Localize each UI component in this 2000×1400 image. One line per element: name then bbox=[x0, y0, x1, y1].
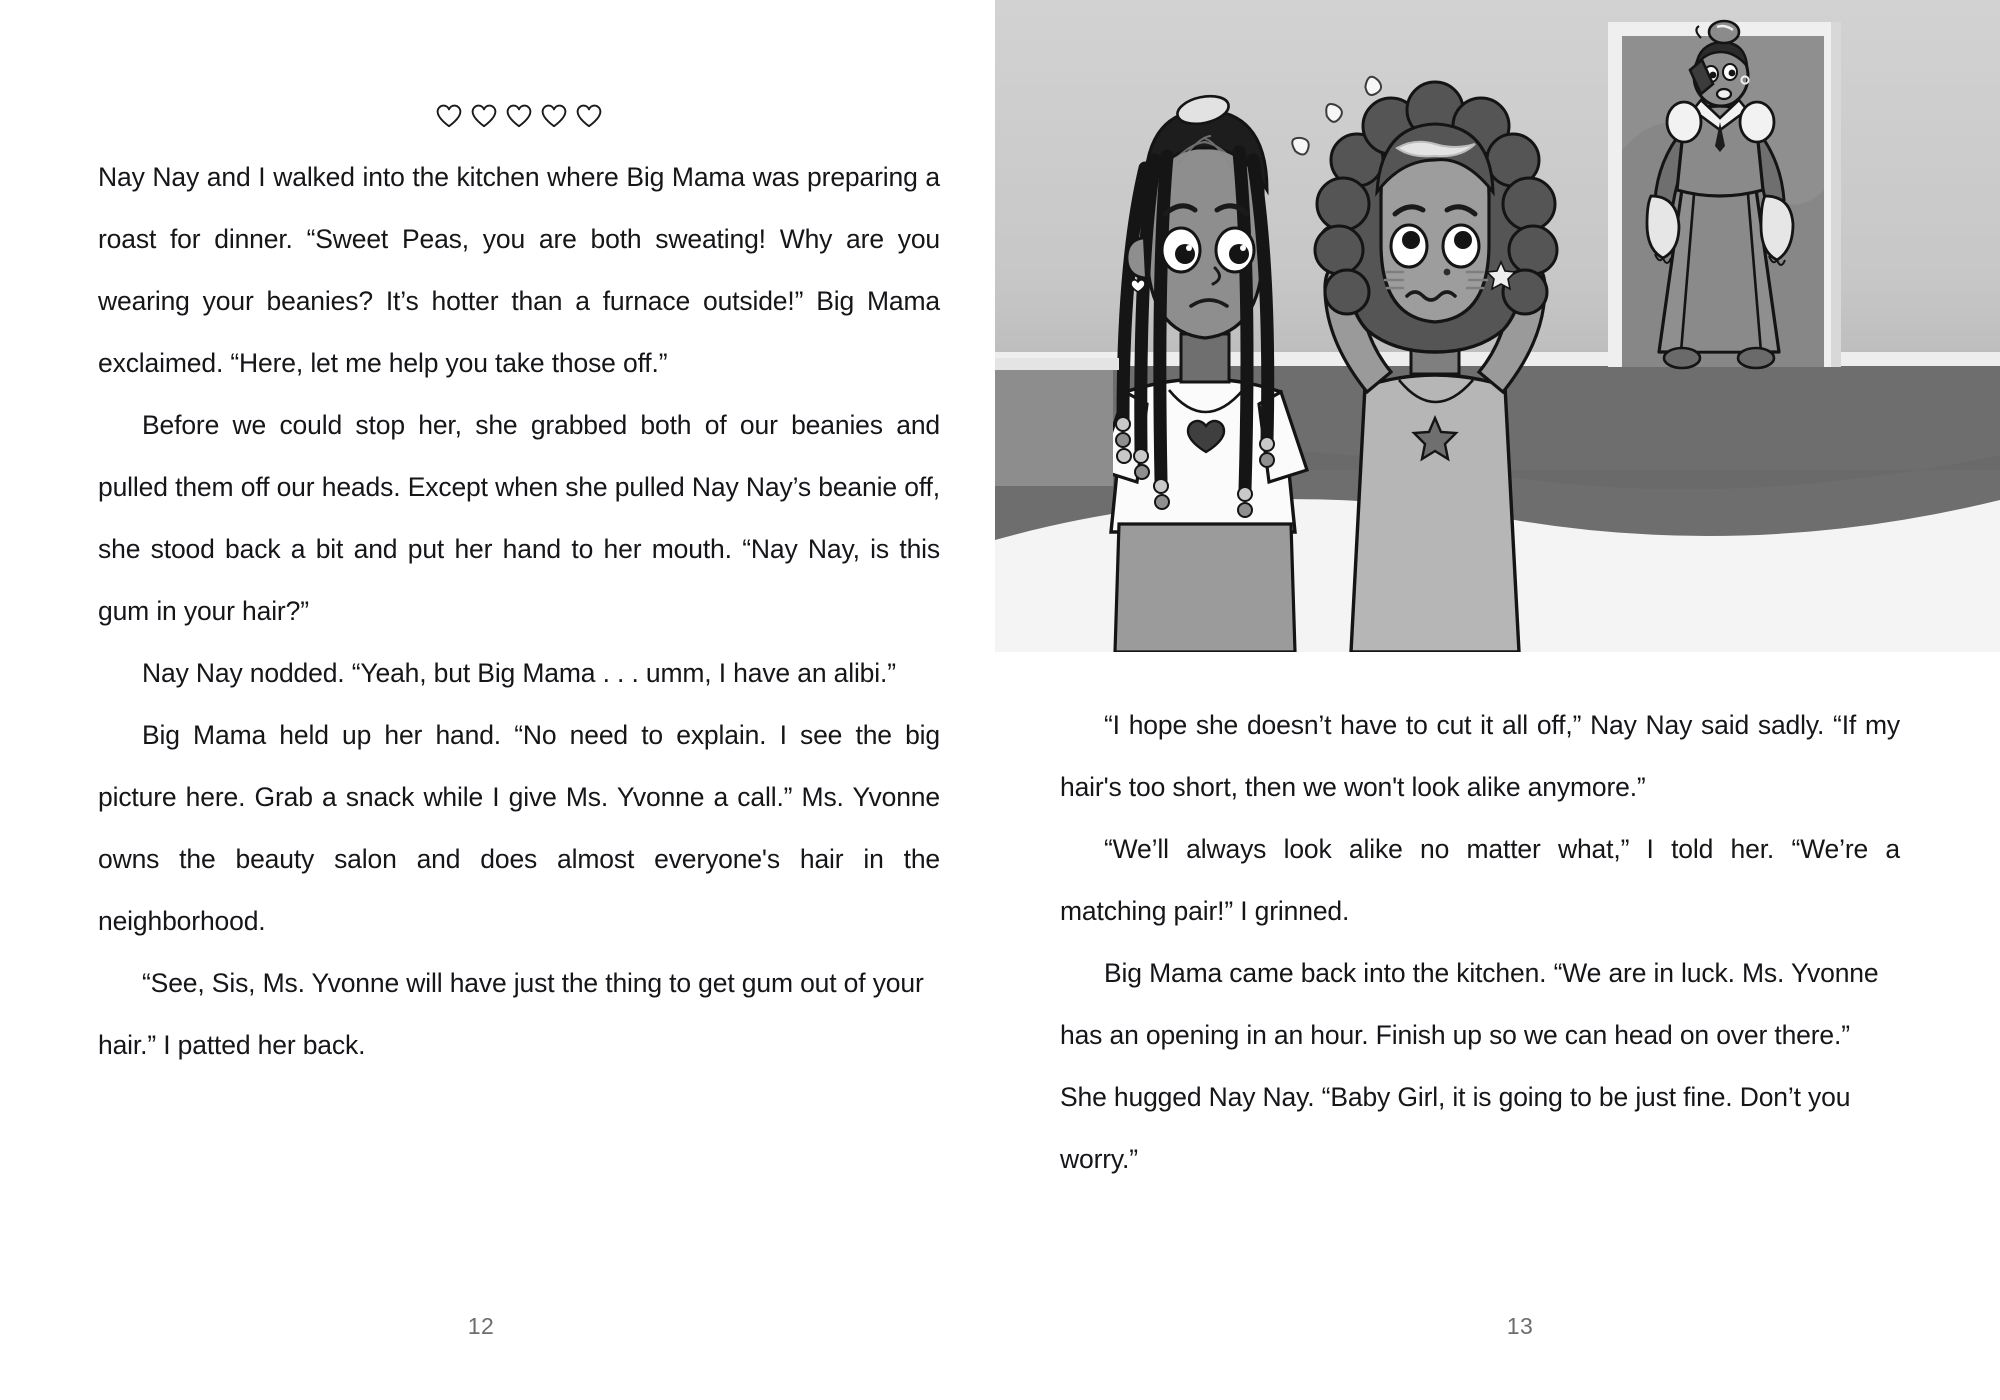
heart-divider bbox=[98, 0, 940, 146]
beanie-right bbox=[1761, 196, 1793, 260]
beanie-left bbox=[1647, 196, 1679, 258]
paragraph: “I hope she doesn’t have to cut it all off,” Nay Nay said sadly. “If my hair's too short, then we won't look alike anymore.” bbox=[1060, 710, 1900, 802]
paragraph: Nay Nay nodded. “Yeah, but Big Mama . . . umm, I have an alibi.” bbox=[142, 658, 896, 688]
heart-outline-icon bbox=[471, 104, 497, 128]
left-page-text bbox=[98, 146, 940, 1076]
heart-outline-icon bbox=[506, 104, 532, 128]
right-page-text bbox=[1060, 690, 1900, 1190]
heart-outline-icon bbox=[541, 104, 567, 128]
sis-pants bbox=[1115, 524, 1295, 652]
shoe-right bbox=[1738, 348, 1774, 368]
paragraph: “See, Sis, Ms. Yvonne will have just the thing to get gum out of your hair.” I patted her back. bbox=[98, 968, 924, 1060]
paragraph: Nay Nay and I walked into the kitchen where Big Mama was preparing a roast for dinner. “Sweet Peas, you are both sweating! Why are you wearing your beanies? It’s hotter than a furnace outside!” Big Mama exclaimed. “Here, let me help you take those off.” bbox=[98, 162, 940, 378]
hair-bun bbox=[1709, 21, 1739, 43]
heart-outline-icon bbox=[576, 104, 602, 128]
paragraph: Before we could stop her, she grabbed both of our beanies and pulled them off our heads. Except when she pulled Nay Nay’s beanie off, she stood back a bit and put her hand to her mouth. “Nay Nay, is this gum in your hair?” bbox=[98, 410, 940, 626]
shoe-left bbox=[1664, 348, 1700, 368]
ear bbox=[1127, 238, 1145, 278]
paragraph: Big Mama came back into the kitchen. “We are in luck. Ms. Yvonne has an opening in an hour. Finish up so we can head on over there.” She hugged Nay Nay. “Baby Girl, it is going to be just fine. Don’t you worry.” bbox=[1060, 958, 1879, 1174]
paragraph: “We’ll always look alike no matter what,” I told her. “We’re a matching pair!” I grinned. bbox=[1060, 834, 1900, 926]
page-number: 13 bbox=[1506, 1313, 1534, 1339]
paragraph: Big Mama held up her hand. “No need to explain. I see the big picture here. Grab a snack while I give Ms. Yvonne a call.” Ms. Yvonne owns the beauty salon and does almost everyone's hair in the neighborhood. bbox=[98, 720, 940, 936]
counter-block bbox=[995, 366, 1113, 486]
page-number: 12 bbox=[467, 1313, 495, 1339]
kitchen-scene-illustration bbox=[995, 0, 2000, 652]
heart-outline-icon bbox=[436, 104, 462, 128]
